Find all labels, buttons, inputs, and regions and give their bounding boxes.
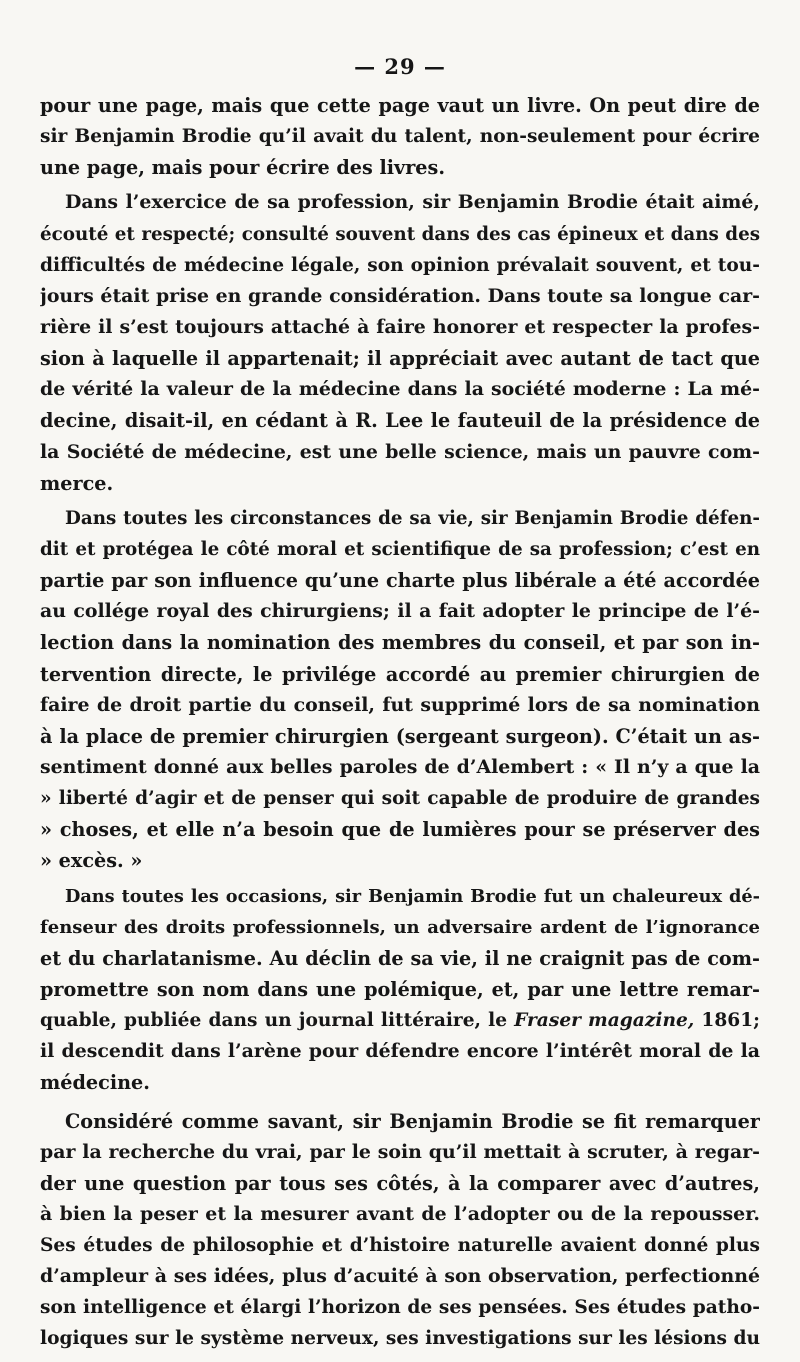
text-line: pour une page, mais que cette page vaut un livre. On peut dire de <box>40 94 760 117</box>
text-line: rière il s’est toujours attaché à faire honorer et respecter la profes- <box>40 315 760 338</box>
text-line: médecine. <box>40 1071 150 1095</box>
text-line: une page, mais pour écrire des livres. <box>40 156 445 180</box>
italic-title: Fraser magazine, <box>514 1010 695 1032</box>
text-line: écouté et respecté; consulté souvent dans des cas épineux et dans des <box>40 223 760 245</box>
text-line: » excès. » <box>40 849 143 873</box>
text-line: jours était prise en grande considération. Dans toute sa longue car- <box>40 284 760 307</box>
text-line: dit et protégea le côté moral et scientifique de sa profession; c’est en <box>40 538 760 560</box>
text-line: il descendit dans l’arène pour défendre encore l’intérêt moral de la <box>40 1040 760 1063</box>
text-line: lection dans la nomination des membres du conseil, et par son in- <box>40 631 760 655</box>
text-line: Ses études de philosophie et d’histoire naturelle avaient donné plus <box>40 1235 760 1257</box>
text-line: der une question par tous ses côtés, à la comparer avec d’autres, <box>40 1171 760 1195</box>
text-line: sentiment donné aux belles paroles de d’Alembert : « Il n’y a que la <box>40 755 760 778</box>
paragraph-first-line: Dans toutes les occasions, sir Benjamin Brodie fut un chaleureux dé- <box>65 885 760 907</box>
text-line: sir Benjamin Brodie qu’il avait du talent, non-seulement pour écrire <box>40 126 760 148</box>
text-line: au collége royal des chirurgiens; il a fait adopter le principe de l’é- <box>40 600 760 623</box>
text-line: fenseur des droits professionnels, un adversaire ardent de l’ignorance <box>40 916 760 938</box>
text-line: tervention directe, le privilége accordé au premier chirurgien de <box>40 662 760 686</box>
text-line: d’ampleur à ses idées, plus d’acuité à son observation, perfectionné <box>40 1265 760 1288</box>
text-line: par la recherche du vrai, par le soin qu’il mettait à scruter, à regar- <box>40 1140 760 1163</box>
text-line: promettre son nom dans une polémique, et, par une lettre remar- <box>40 977 760 1001</box>
text-line: merce. <box>40 471 114 495</box>
text-line-with-italic <box>40 1005 760 1036</box>
paragraph-first-line: Dans l’exercice de sa profession, sir Benjamin Brodie était aimé, <box>65 191 760 214</box>
text-line: sion à laquelle il appartenait; il appréciait avec autant de tact que <box>40 347 760 371</box>
text-line: à bien la peser et la mesurer avant de l’adopter ou de la repousser. <box>40 1202 760 1225</box>
page-number: — 29 — <box>354 54 446 79</box>
text-line: » choses, et elle n’a besoin que de lumières pour se préserver des <box>40 818 760 842</box>
text-line: logiques sur le système nerveux, ses investigations sur les lésions du <box>40 1328 760 1350</box>
body-text <box>40 90 760 1355</box>
text-line: decine, disait-il, en cédant à R. Lee le fauteuil de la présidence de <box>40 409 760 433</box>
text-line: et du charlatanisme. Au déclin de sa vie, il ne craignit pas de com- <box>40 946 760 970</box>
text-line: difficultés de médecine légale, son opinion prévalait souvent, et tou- <box>40 254 760 276</box>
text-line: faire de droit partie du conseil, fut supprimé lors de sa nomination <box>40 693 760 716</box>
text-run: 1861; <box>694 1010 760 1032</box>
text-run: quable, publiée dans un journal littéraire, le <box>40 1010 508 1032</box>
paragraph-first-line: Considéré comme savant, sir Benjamin Brodie se fit remarquer <box>65 1109 760 1133</box>
text-line: de vérité la valeur de la médecine dans la société moderne : La mé- <box>40 378 760 401</box>
text-line: la Société de médecine, est une belle science, mais un pauvre com- <box>40 440 760 463</box>
text-line: » liberté d’agir et de penser qui soit capable de produire de grandes <box>40 788 760 810</box>
text-line: à la place de premier chirurgien (sergeant surgeon). C’était un as- <box>40 724 760 748</box>
text-line: son intelligence et élargi l’horizon de ses pensées. Ses études patho- <box>40 1297 760 1319</box>
text-line: partie par son influence qu’une charte plus libérale a été accordée <box>40 569 760 593</box>
paragraph-first-line: Dans toutes les circonstances de sa vie, sir Benjamin Brodie défen- <box>65 507 760 529</box>
